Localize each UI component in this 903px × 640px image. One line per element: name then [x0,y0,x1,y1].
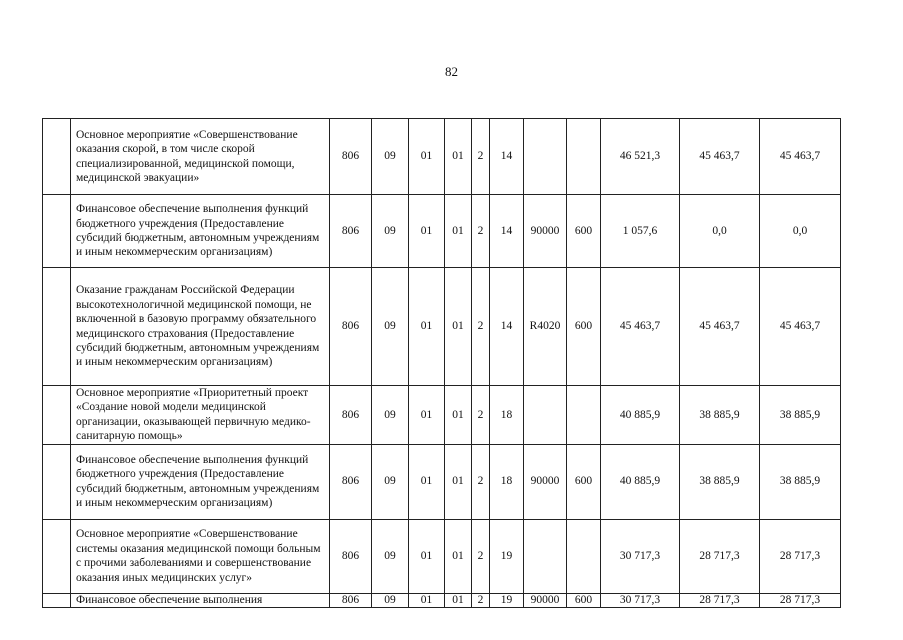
code-cell: 01 [409,119,445,195]
code-cell: 806 [330,195,372,268]
code-cell: 18 [490,386,524,445]
empty-cell [43,593,71,607]
code-cell: 806 [330,519,372,593]
row-description: Основное мероприятие «Приоритетный проект «Создание новой модели медицинской организации, оказывающей первичную медико-санитарную помощь» [71,386,330,445]
code-cell: 14 [490,119,524,195]
code-cell [567,119,601,195]
row-description: Финансовое обеспечение выполнения функций бюджетного учреждения (Предоставление субсидий бюджетным, автономным учреждениям и иным некоммерческим организациям) [71,195,330,268]
row-description: Основное мероприятие «Совершенствование системы оказания медицинской помощи больным с прочими заболеваниями и совершенствование оказания иных медицинских услуг» [71,519,330,593]
empty-cell [43,119,71,195]
empty-cell [43,444,71,519]
table-row [43,519,841,593]
code-cell [524,386,567,445]
code-cell: 01 [445,268,472,386]
code-cell [567,519,601,593]
amount-cell: 45 463,7 [601,268,680,386]
code-cell: 600 [567,593,601,607]
amount-cell: 0,0 [760,195,841,268]
amount-cell: 30 717,3 [601,519,680,593]
code-cell: 806 [330,119,372,195]
code-cell: 01 [409,268,445,386]
code-cell: 2 [472,268,490,386]
code-cell: 14 [490,195,524,268]
table-row [43,268,841,386]
amount-cell: 40 885,9 [601,386,680,445]
code-cell: 09 [372,593,409,607]
budget-table [42,118,841,608]
row-description: Основное мероприятие «Совершенствование оказания скорой, в том числе скорой специализированной, медицинской помощи, медицинской эвакуации» [71,119,330,195]
code-cell: 806 [330,386,372,445]
code-cell: 01 [445,119,472,195]
code-cell: 09 [372,444,409,519]
code-cell: 01 [445,519,472,593]
row-description: Оказание гражданам Российской Федерации высокотехнологичной медицинской помощи, не включенной в базовую программу обязательного медицинского страхования (Предоставление субсидий бюджетным, автономным учреждениям и иным некоммерческим организациям) [71,268,330,386]
amount-cell: 45 463,7 [680,119,760,195]
amount-cell: 45 463,7 [680,268,760,386]
code-cell: 806 [330,268,372,386]
code-cell: 09 [372,119,409,195]
amount-cell: 45 463,7 [760,119,841,195]
code-cell: 09 [372,519,409,593]
code-cell: 806 [330,593,372,607]
code-cell: 90000 [524,444,567,519]
code-cell: 600 [567,268,601,386]
table-row [43,444,841,519]
amount-cell: 46 521,3 [601,119,680,195]
code-cell: 19 [490,593,524,607]
code-cell: 01 [409,386,445,445]
table-row [43,195,841,268]
code-cell: 01 [409,519,445,593]
code-cell [524,519,567,593]
amount-cell: 28 717,3 [760,519,841,593]
code-cell: 2 [472,444,490,519]
code-cell: 2 [472,519,490,593]
amount-cell: 0,0 [680,195,760,268]
code-cell: 01 [409,444,445,519]
row-description: Финансовое обеспечение выполнения [71,593,330,607]
page-number: 82 [445,64,458,79]
code-cell: 09 [372,195,409,268]
code-cell: 18 [490,444,524,519]
amount-cell: 38 885,9 [760,444,841,519]
amount-cell: 30 717,3 [601,593,680,607]
amount-cell: 40 885,9 [601,444,680,519]
code-cell: 19 [490,519,524,593]
code-cell: 01 [445,195,472,268]
code-cell: 14 [490,268,524,386]
row-description: Финансовое обеспечение выполнения функций бюджетного учреждения (Предоставление субсидий бюджетным, автономным учреждениям и иным некоммерческим организациям) [71,444,330,519]
amount-cell: 38 885,9 [680,386,760,445]
amount-cell: 38 885,9 [680,444,760,519]
empty-cell [43,195,71,268]
amount-cell: 28 717,3 [680,519,760,593]
table-row [43,119,841,195]
code-cell: 01 [409,593,445,607]
amount-cell: 38 885,9 [760,386,841,445]
code-cell: 600 [567,444,601,519]
code-cell: 2 [472,119,490,195]
code-cell [524,119,567,195]
code-cell: 01 [445,593,472,607]
amount-cell: 28 717,3 [760,593,841,607]
code-cell: 09 [372,386,409,445]
table-row [43,386,841,445]
amount-cell: 1 057,6 [601,195,680,268]
code-cell: 2 [472,386,490,445]
code-cell: 2 [472,593,490,607]
code-cell [567,386,601,445]
code-cell: 90000 [524,593,567,607]
empty-cell [43,386,71,445]
empty-cell [43,268,71,386]
empty-cell [43,519,71,593]
code-cell: 600 [567,195,601,268]
code-cell: 2 [472,195,490,268]
code-cell: 01 [409,195,445,268]
code-cell: 806 [330,444,372,519]
code-cell: 01 [445,386,472,445]
amount-cell: 28 717,3 [680,593,760,607]
code-cell: 09 [372,268,409,386]
code-cell: R4020 [524,268,567,386]
table-row [43,593,841,607]
code-cell: 01 [445,444,472,519]
code-cell: 90000 [524,195,567,268]
amount-cell: 45 463,7 [760,268,841,386]
